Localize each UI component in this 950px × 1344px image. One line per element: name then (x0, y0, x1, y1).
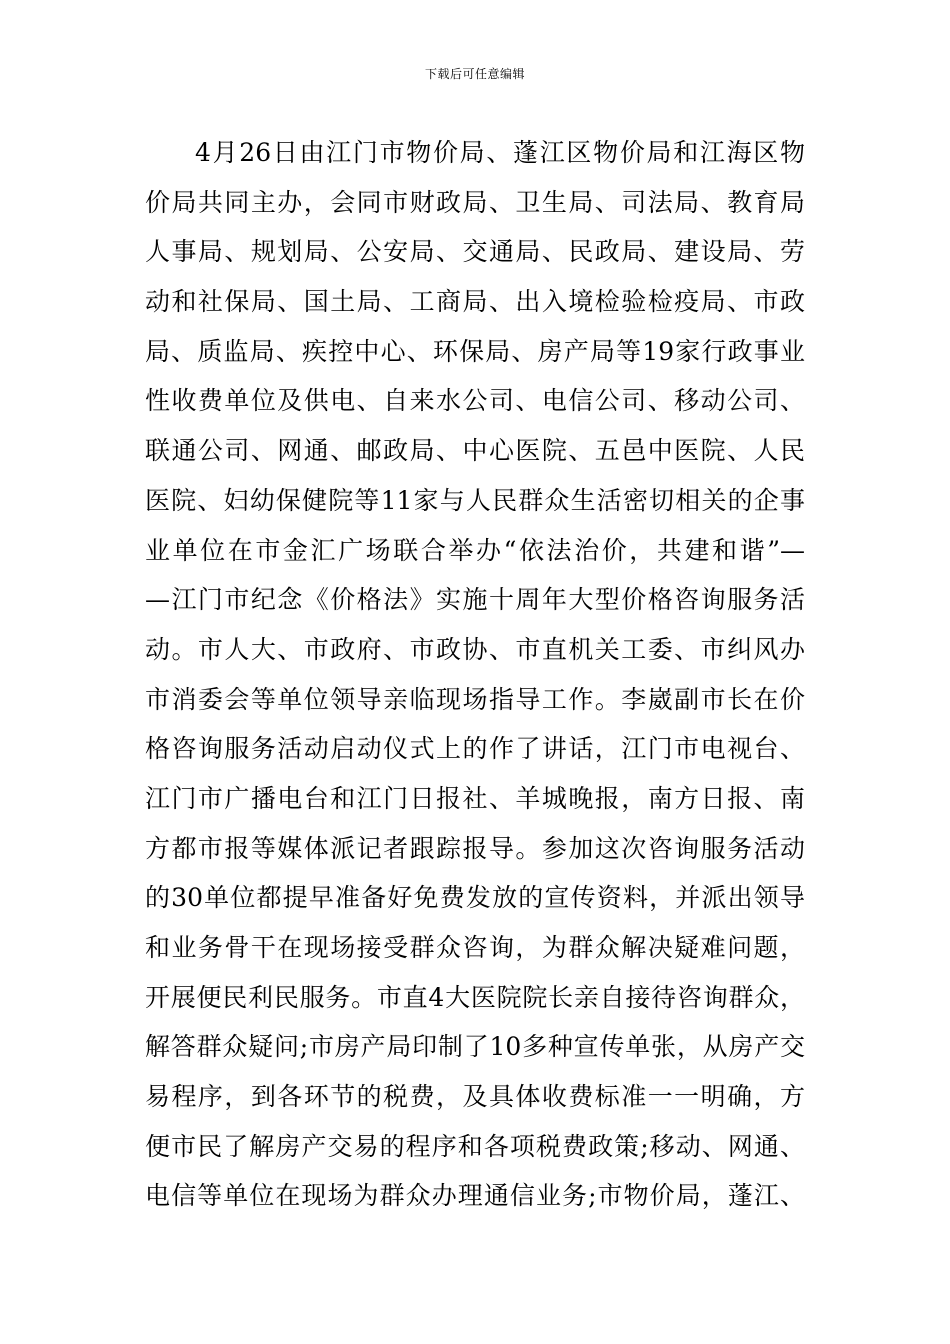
body-line: 4月26日由江门市物价局、蓬江区物价局和江海区物 (195, 138, 805, 167)
body-line: 便市民了解房产交易的程序和各项税费政策;移动、网通、 (145, 1131, 805, 1161)
document-body (145, 128, 805, 1221)
body-line: 人事局、规划局、公安局、交通局、民政局、建设局、劳 (145, 237, 805, 267)
body-line: 电信等单位在现场为群众办理通信业务;市物价局，蓬江、 (145, 1181, 805, 1211)
body-line: 和业务骨干在现场接受群众咨询，为群众解决疑难问题， (145, 933, 805, 962)
body-line: —江门市纪念《价格法》实施十周年大型价格咨询服务活 (145, 585, 805, 615)
body-line: 市消委会等单位领导亲临现场指导工作。李崴副市长在价 (145, 684, 805, 714)
body-line: 解答群众疑问;市房产局印制了10多种宣传单张，从房产交 (145, 1032, 805, 1062)
body-line: 的30单位都提早准备好免费发放的宣传资料，并派出领导 (145, 883, 805, 913)
body-line: 动。市人大、市政府、市政协、市直机关工委、市纠风办 (145, 634, 805, 664)
body-line: 价局共同主办，会同市财政局、卫生局、司法局、教育局 (145, 187, 805, 217)
body-line: 联通公司、网通、邮政局、中心医院、五邑中医院、人民 (145, 436, 805, 466)
body-line: 格咨询服务活动启动仪式上的作了讲话，江门市电视台、 (145, 734, 805, 764)
body-line: 开展便民利民服务。市直4大医院院长亲自接待咨询群众， (145, 982, 805, 1012)
body-line: 医院、妇幼保健院等11家与人民群众生活密切相关的企事 (145, 485, 805, 515)
body-line: 易程序，到各环节的税费，及具体收费标准一一明确，方 (145, 1082, 805, 1112)
body-line: 动和社保局、国土局、工商局、出入境检验检疫局、市政 (145, 287, 805, 317)
page-header-note: 下载后可任意编辑 (424, 67, 525, 81)
body-line: 方都市报等媒体派记者跟踪报导。参加这次咨询服务活动 (145, 833, 805, 863)
body-line: 局、质监局、疾控中心、环保局、房产局等19家行政事业 (145, 336, 805, 366)
body-line: 性收费单位及供电、自来水公司、电信公司、移动公司、 (145, 386, 805, 416)
body-line: 业单位在市金汇广场联合举办“依法治价，共建和谐”— (145, 535, 805, 565)
body-line: 江门市广播电台和江门日报社、羊城晚报，南方日报、南 (145, 783, 805, 813)
